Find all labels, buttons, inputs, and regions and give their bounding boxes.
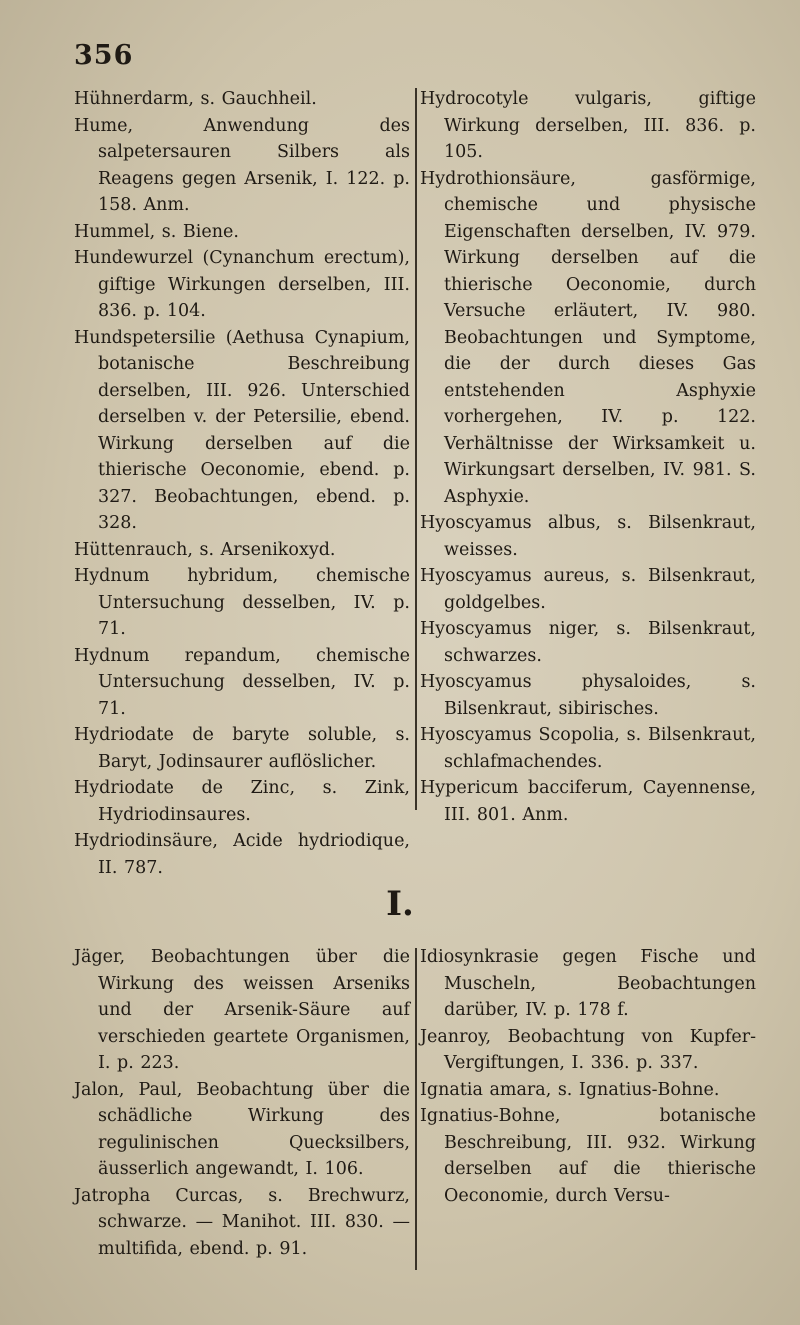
index-entry: Hydriodate de baryte soluble, s. Baryt, Jodinsaurer auflöslicher. xyxy=(74,725,410,772)
index-entry: Hüttenrauch, s. Arsenikoxyd. xyxy=(74,539,336,560)
index-entry: Hyoscyamus aureus, s. Bilsenkraut, goldgelbes. xyxy=(420,566,756,613)
index-entry: Hummel, s. Biene. xyxy=(74,221,239,242)
index-entry: Jäger, Beobachtungen über die Wirkung des weissen Arseniks und der Arsenik-Säure auf verschieden geartete Organismen, I. p. 223. xyxy=(74,947,410,1073)
right-column xyxy=(420,944,756,1209)
right-column xyxy=(420,86,756,828)
section-heading: I. xyxy=(386,884,414,924)
index-entry: Hydrothionsäure, gasförmige, chemische und physische Eigenschaften derselben, IV. 979. Wirkung derselben auf die thierische Oeconomie, durch Versuche erläutert, IV. 980. Beobachtungen und Symptome, die der durch dieses Gas entstehenden Asphyxie vorhergehen, IV. p. 122. Verhältnisse der Wirksamkeit u. Wirkungsart derselben, IV. 981. S. Asphyxie. xyxy=(420,168,756,507)
index-entry: Ignatia amara, s. Ignatius-Bohne. xyxy=(420,1079,720,1100)
index-entry: Hundewurzel (Cynanchum erectum), giftige Wirkungen derselben, III. 836. p. 104. xyxy=(74,248,410,321)
index-entry: Hühnerdarm, s. Gauchheil. xyxy=(74,89,317,109)
index-entry: Hundspetersilie (Aethusa Cynapium, botanische Beschreibung derselben, III. 926. Unterschied derselben v. der Petersilie, ebend. Wirkung derselben auf die thierische Oeconomie, ebend. p. 327. Beobachtungen, ebend. p. 328. xyxy=(74,327,410,533)
index-entry: Jeanroy, Beobachtung von Kupfer-Vergiftungen, I. 336. p. 337. xyxy=(420,1026,756,1073)
column-rule xyxy=(415,948,417,1270)
index-entry: Hydnum repandum, chemische Untersuchung desselben, IV. p. 71. xyxy=(74,645,410,719)
index-entry: Hyoscyamus physaloides, s. Bilsenkraut, sibirisches. xyxy=(420,672,756,719)
index-entry: Hyoscyamus niger, s. Bilsenkraut, schwarzes. xyxy=(420,619,756,666)
index-entry: Hydnum hybridum, chemische Untersuchung desselben, IV. p. 71. xyxy=(74,566,410,639)
index-entry: Hyoscyamus Scopolia, s. Bilsenkraut, schlafmachendes. xyxy=(420,725,756,772)
index-entry: Ignatius-Bohne, botanische Beschreibung, III. 932. Wirkung derselben auf die thierische Oeconomie, durch Versu- xyxy=(420,1106,756,1206)
index-entry: Hume, Anwendung des salpetersauren Silbers als Reagens gegen Arsenik, I. 122. p. 158. Anm. xyxy=(74,115,410,215)
index-entry: Hydrocotyle vulgaris, giftige Wirkung derselben, III. 836. p. 105. xyxy=(420,89,756,162)
index-entry: Hypericum bacciferum, Cayennense, III. 801. Anm. xyxy=(420,778,756,825)
index-entry: Hydriodinsäure, Acide hydriodique, II. 787. xyxy=(74,831,410,878)
index-entry: Idiosynkrasie gegen Fische und Muscheln, Beobachtungen darüber, IV. p. 178 f. xyxy=(420,947,756,1020)
index-entry: Jatropha Curcas, s. Brechwurz, schwarze. — Manihot. III. 830. — multifida, ebend. p. 91. xyxy=(74,1185,410,1259)
index-entry: Hyoscyamus albus, s. Bilsenkraut, weisses. xyxy=(420,513,756,560)
left-column xyxy=(74,944,410,1262)
index-entry: Hydriodate de Zinc, s. Zink, Hydriodinsaures. xyxy=(74,778,410,825)
index-entry: Jalon, Paul, Beobachtung über die schädliche Wirkung des regulinischen Quecksilbers, äusserlich angewandt, I. 106. xyxy=(74,1079,410,1179)
left-column xyxy=(74,86,410,881)
page-number: 356 xyxy=(74,40,134,71)
column-rule xyxy=(415,88,417,810)
